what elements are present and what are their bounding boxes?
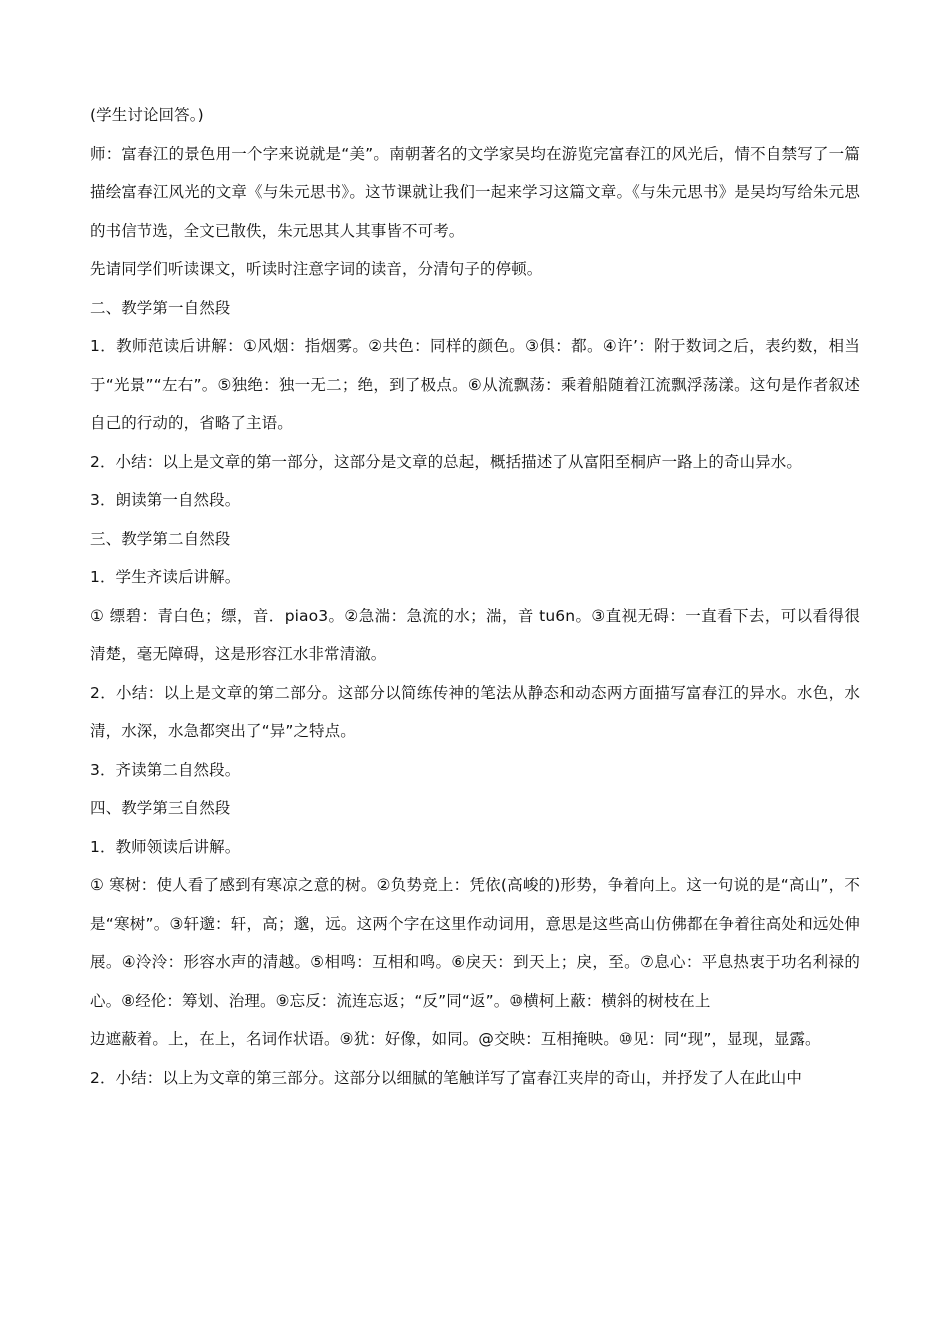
p3-item-2: 2．小结：以上为文章的第三部分。这部分以细腻的笔触详写了富春江夹岸的奇山，并抒发了人在此山中	[90, 1068, 802, 1087]
teacher-intro: 师：富春江的景色用一个字来说就是“美”。南朝著名的文学家吴均在游览完富春江的风光后，情不自禁写了一篇描绘富春江风光的文章《与朱元思书》。这节课就让我们一起来学习这篇文章。《与朱元思书》是吴均写给朱元思的书信节选，全文已散佚，朱元思其人其事皆不可考。	[90, 144, 860, 240]
section-heading-3: 三、教学第二自然段	[90, 529, 231, 548]
p2-item-2: 2．小结：以上是文章的第二部分。这部分以简练传神的笔法从静态和动态两方面描写富春江的异水。水色，水清，水深，水急都突出了“异”之特点。	[90, 683, 860, 740]
p1-item-3: 3．朗读第一自然段。	[90, 491, 241, 509]
p2-item-1: 1．学生齐读后讲解。	[90, 568, 241, 586]
discussion-note: (学生讨论回答。)	[90, 106, 204, 124]
p3-notes-a: ① 寒树：使人看了感到有寒凉之意的树。②负势竞上：凭依(高峻的)形势，争着向上。这一句说的是“高山”，不是“寒树”。③轩邈：轩，高；邈，远。这两个字在这里作动词用，意思是这些高山仿佛都在争着往高处和远处伸展。④泠泠：形容水声的清越。⑤相鸣：互相和鸣。⑥戾天：到天上；戾，至。⑦息心：平息热衷于功名利禄的心。⑧经伦：筹划、治理。⑨忘反：流连忘返；“反”同“返”。⑩横柯上蔽：横斜的树枝在上	[90, 876, 860, 1010]
p2-item-3: 3．齐读第二自然段。	[90, 760, 241, 779]
section-heading-4: 四、教学第三自然段	[90, 799, 231, 817]
section-heading-2: 二、教学第一自然段	[90, 298, 231, 317]
p1-item-1: 1．教师范读后讲解：①风烟：指烟雾。②共色：同样的颜色。③俱：都。④许’：附于数词之后，表约数，相当于“光景”“左右”。⑤独绝：独一无二；绝，到了极点。⑥从流飘荡：乘着船随着江流飘浮荡漾。这句是作者叙述自己的行动的，省略了主语。	[90, 337, 860, 432]
document-body	[90, 96, 860, 1097]
p1-item-2: 2．小结：以上是文章的第一部分，这部分是文章的总起，概括描述了从富阳至桐庐一路上的奇山异水。	[90, 452, 802, 471]
listening-instruction: 先请同学们听读课文，听读时注意字词的读音，分清句子的停顿。	[90, 260, 543, 278]
p3-item-1: 1．教师领读后讲解。	[90, 837, 241, 856]
p2-notes: ① 缥碧：青白色；缥，音．piao3。②急湍：急流的水；湍，音 tu6n。③直视无碍：一直看下去，可以看得很清楚，毫无障碍，这是形容江水非常清澈。	[90, 606, 860, 663]
p3-notes-b: 边遮蔽着。上，在上，名词作状语。⑨犹：好像，如同。@交映：互相掩映。⑩见：同“现”，显现，显露。	[90, 1030, 821, 1048]
